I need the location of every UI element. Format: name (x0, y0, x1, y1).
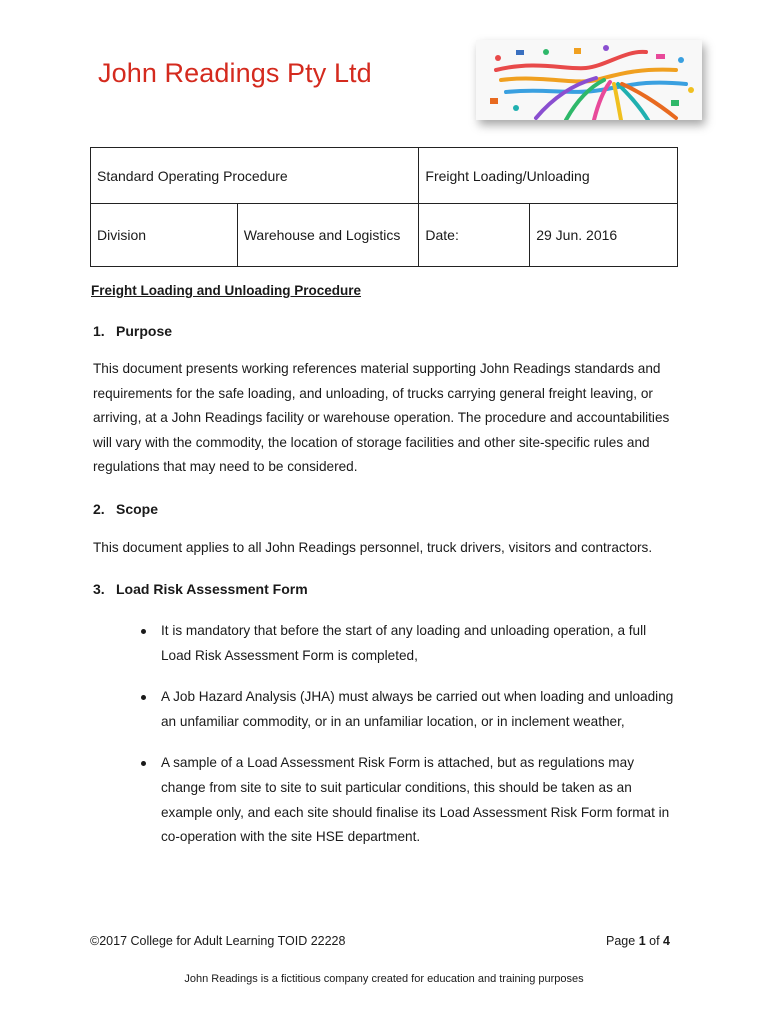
bullet-icon (141, 761, 146, 766)
company-title: John Readings Pty Ltd (98, 58, 372, 88)
section-heading-scope (93, 501, 158, 517)
page-of: of (649, 934, 660, 948)
list-item-text: It is mandatory that before the start of any loading and unloading operation, a full Load Risk Assessment Form is completed, (161, 623, 647, 663)
list-item-text: A Job Hazard Analysis (JHA) must always be carried out when loading and unloading an unfamiliar commodity, or in an unfamiliar location, or in inclement weather, (161, 689, 674, 729)
list-item (93, 685, 678, 734)
logistics-roads-graphic-icon (476, 40, 702, 120)
scope-paragraph: This document applies to all John Readings personnel, truck drivers, visitors and contractors. (93, 540, 653, 555)
section-heading-load-risk (93, 581, 308, 597)
section-number: 1. (93, 323, 105, 339)
sop-info-table (90, 147, 678, 267)
page-total: 4 (663, 934, 670, 948)
list-item (93, 619, 678, 668)
page-current: 1 (638, 934, 646, 948)
section-number: 2. (93, 501, 105, 517)
bullet-icon (141, 629, 146, 634)
section-number: 3. (93, 581, 105, 597)
division-label: Division (91, 204, 238, 267)
load-risk-bullet-list (93, 619, 678, 850)
document-heading: Freight Loading and Unloading Procedure (91, 283, 362, 298)
division-value: Warehouse and Logistics (237, 204, 419, 267)
footer-page-number (606, 934, 670, 948)
section-title: Scope (116, 501, 159, 517)
date-value: 29 Jun. 2016 (530, 204, 678, 267)
division-row (91, 204, 678, 267)
purpose-paragraph: This document presents working references material supporting John Readings standards and requirements for the safe loading, and unloading, of trucks carrying general freight leaving, or arriving, at a John Readings facility or warehouse operation. The procedure and accountabilities will vary with the commodity, the location of storage facilities and other site-specific rules and regulations that may need to be considered. (93, 361, 670, 475)
footer-copyright: ©2017 College for Adult Learning TOID 22228 (90, 934, 346, 948)
section-heading-purpose (93, 323, 172, 339)
header-graphic (476, 40, 702, 120)
page-word: Page (606, 934, 636, 948)
section-title: Load Risk Assessment Form (116, 581, 308, 597)
sop-value: Freight Loading/Unloading (419, 148, 678, 204)
sop-label: Standard Operating Procedure (91, 148, 419, 204)
bullet-icon (141, 695, 146, 700)
list-item-text: A sample of a Load Assessment Risk Form is attached, but as regulations may change from site to site to suit particular conditions, this should be taken as an example only, and each site should finalise its Load Assessment Risk Form format in co-operation with the site HSE department. (161, 755, 670, 845)
list-item (93, 751, 678, 849)
footer-note: John Readings is a fictitious company created for education and training purposes (184, 973, 584, 985)
date-label: Date: (419, 204, 530, 267)
section-title: Purpose (116, 323, 173, 339)
sop-row (91, 148, 678, 204)
